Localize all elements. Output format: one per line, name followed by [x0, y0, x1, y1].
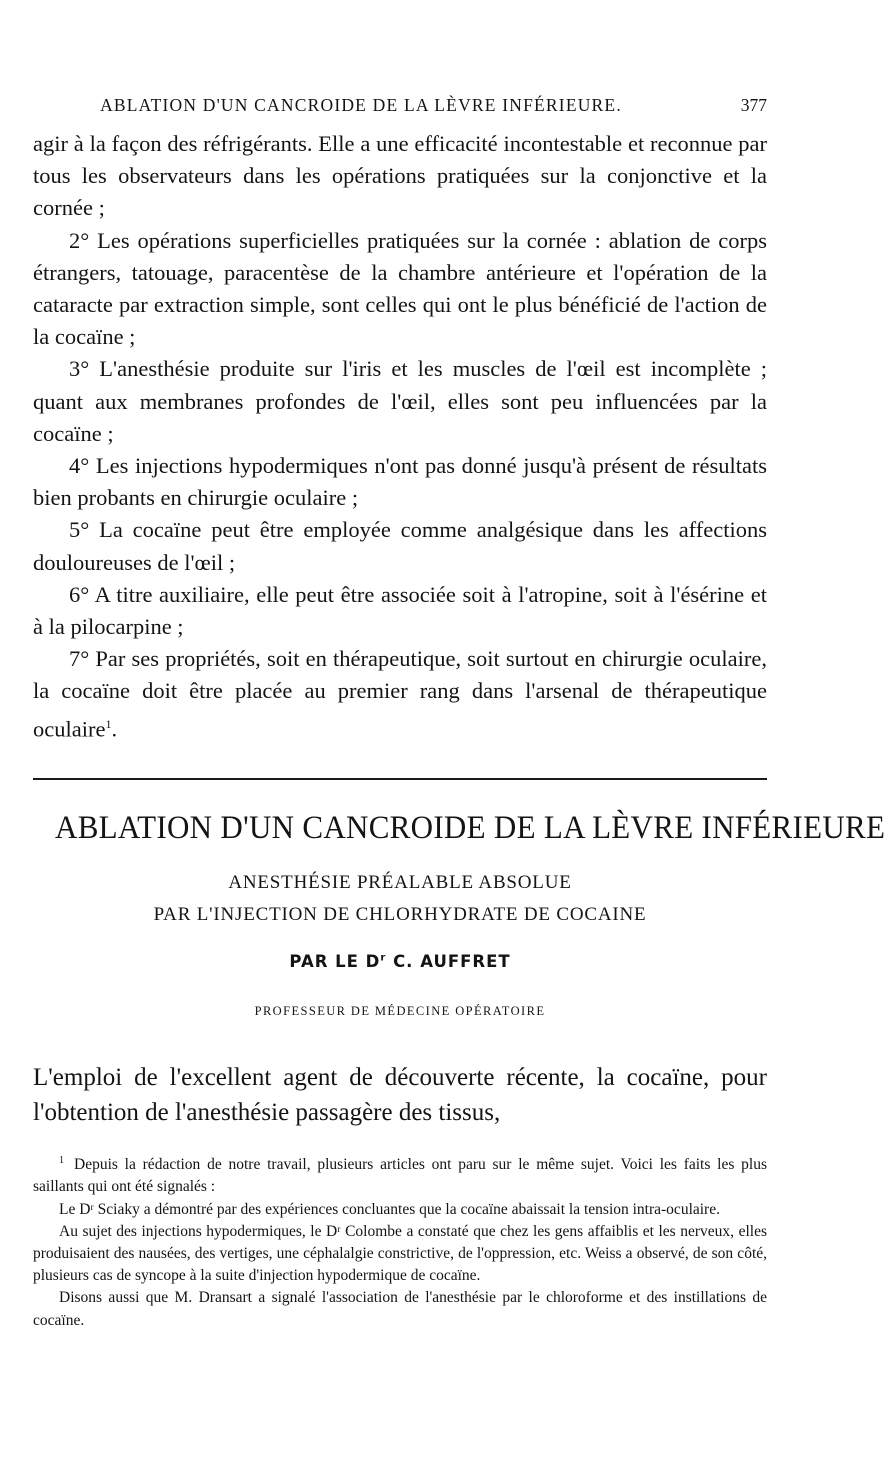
page-number: 377 [740, 95, 767, 115]
footnote-reference: 1 [105, 716, 112, 731]
article-subtitle-line-1: ANESTHÉSIE PRÉALABLE ABSOLUE [228, 872, 572, 893]
article-lead [33, 1060, 767, 1130]
footnote-1-paragraph-1 [33, 1150, 767, 1199]
conclusion-item-7-punct: . [111, 716, 118, 742]
author-title-sup: r [380, 952, 387, 964]
footnote-1-paragraph-2: Le Dʳ Sciaky a démontré par des expériences concluantes que la cocaïne abaissait la tension intra-oculaire. [59, 1200, 720, 1218]
section-divider [33, 778, 767, 780]
running-title: ABLATION D'UN CANCROIDE DE LA LÈVRE INFÉRIEURE. [100, 95, 622, 115]
previous-article-conclusions [33, 128, 767, 745]
article-title: ABLATION D'UN CANCROIDE DE LA LÈVRE INFÉRIEURE [55, 810, 885, 846]
author-line [33, 952, 767, 971]
conclusion-item-5: 5° La cocaïne peut être employée comme analgésique dans les affections douloureuses de l'œil ; [33, 517, 767, 575]
conclusion-item-7 [33, 643, 767, 745]
footnote-1-text: Depuis la rédaction de notre travail, plusieurs articles ont paru sur le même sujet. Voici les faits les plus saillants qui ont été signalés : [33, 1156, 767, 1196]
conclusion-item-6: 6° A titre auxiliaire, elle peut être associée soit à l'atropine, soit à l'ésérine et à la pilocarpine ; [33, 581, 767, 640]
book-page [33, 0, 885, 1466]
intro-paragraph: agir à la façon des réfrigérants. Elle a une efficacité incontestable et reconnue par tous les observateurs dans les opérations pratiquées sur la conjonctive et la cornée ; [33, 131, 767, 221]
article-subtitle-line-2: PAR L'INJECTION DE CHLORHYDRATE DE COCAINE [153, 904, 647, 925]
footnote-1-paragraph-4: Disons aussi que M. Dransart a signalé l'association de l'anesthésie par le chloroforme et des instillations de cocaïne. [33, 1289, 767, 1329]
author-name: C. AUFFRET [386, 952, 511, 971]
author-prefix: PAR LE D [289, 952, 381, 971]
footnotes [33, 1150, 767, 1332]
footnote-mark: 1 [59, 1155, 64, 1166]
conclusion-item-4: 4° Les injections hypodermiques n'ont pas donné jusqu'à présent de résultats bien probants en chirurgie oculaire ; [33, 453, 767, 511]
conclusion-item-3: 3° L'anesthésie produite sur l'iris et les muscles de l'œil est incomplète ; quant aux membranes profondes de l'œil, elles sont peu influencées par la cocaïne ; [33, 356, 767, 446]
author-affiliation: PROFESSEUR DE MÉDECINE OPÉRATOIRE [254, 1004, 546, 1018]
conclusion-item-2: 2° Les opérations superficielles pratiquées sur la cornée : ablation de corps étrangers, tatouage, paracentèse de la chambre antérieure et l'opération de la cataracte par extraction simple, sont celles qui ont le plus bénéficié de l'action de la cocaïne ; [33, 227, 767, 350]
conclusion-item-7-text: 7° Par ses propriétés, soit en thérapeutique, soit surtout en chirurgie oculaire, la cocaïne doit être placée au premier rang dans l'arsenal de thérapeutique oculaire [33, 646, 767, 742]
footnote-1-paragraph-3: Au sujet des injections hypodermiques, le Dʳ Colombe a constaté que chez les gens affaiblis et les nerveux, elles produisaient des nausées, des vertiges, une céphalalgie constrictive, de l'oppression, etc. Weiss a observé, de son côté, plusieurs cas de syncope à la suite d'injection hypodermique de cocaïne. [33, 1222, 767, 1285]
running-head [33, 93, 767, 117]
lead-paragraph: L'emploi de l'excellent agent de découverte récente, la cocaïne, pour l'obtention de l'anesthésie passagère des tissus, [33, 1064, 767, 1126]
